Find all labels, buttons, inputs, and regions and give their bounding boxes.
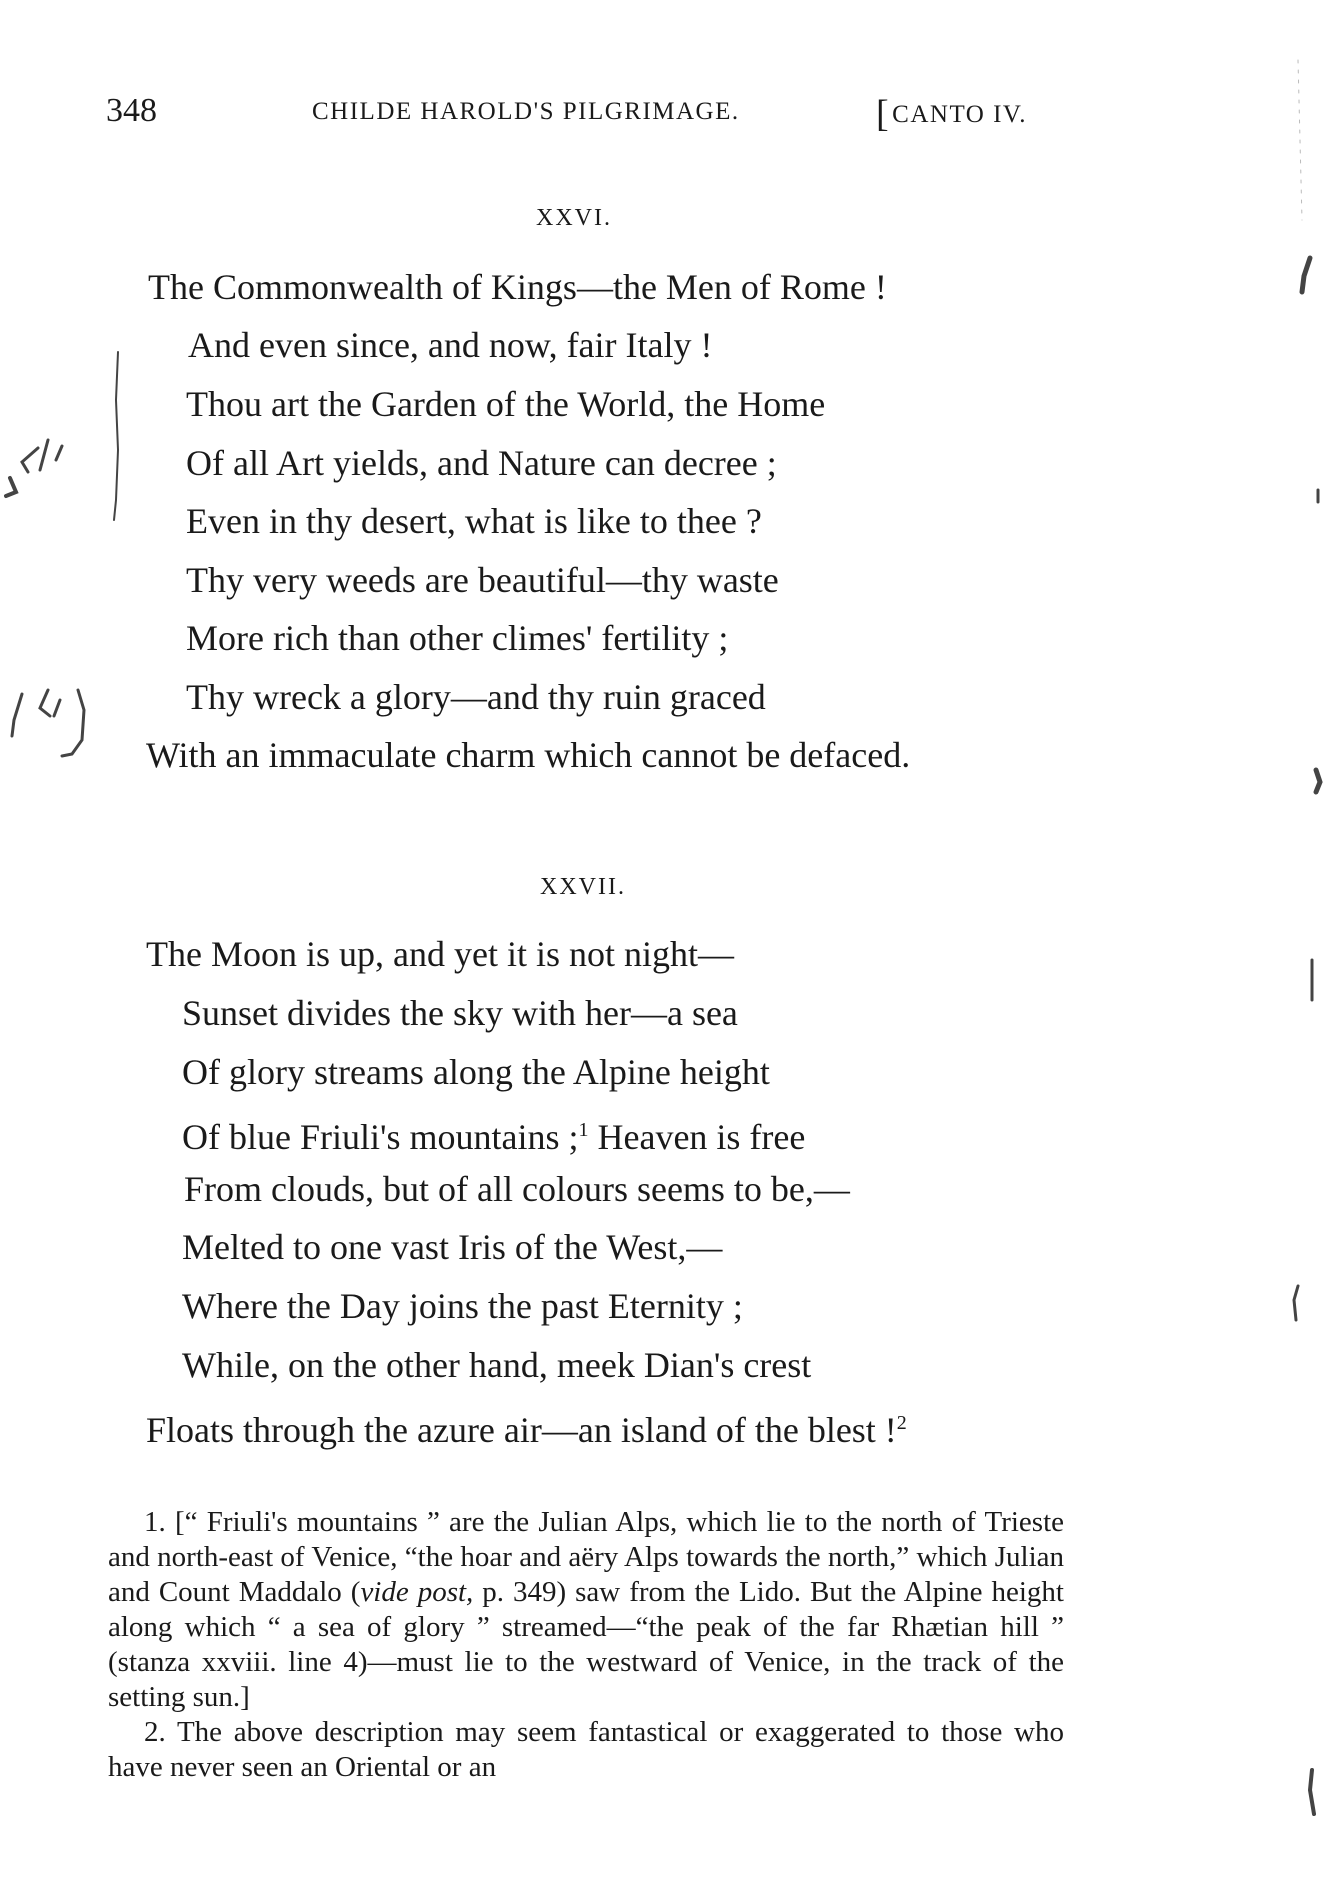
verse-text: Of blue Friuli's mountains ;: [182, 1117, 579, 1157]
pencil-scribble-mark: [12, 694, 22, 736]
pencil-scribble-mark: [62, 690, 84, 756]
margin-bracket-mark: [114, 352, 118, 520]
footnotes: [108, 1505, 1064, 1785]
verse-line: Where the Day joins the past Eternity ;: [182, 1286, 743, 1326]
footnote-mark: 2: [896, 1412, 907, 1434]
pencil-scribble-mark: [6, 478, 16, 496]
verse-line: While, on the other hand, meek Dian's crest: [182, 1345, 812, 1385]
verse-line: The Moon is up, and yet it is not night—: [146, 934, 734, 974]
canto-text: CANTO IV.: [892, 101, 1027, 128]
verse-line: The Commonwealth of Kings—the Men of Rome !: [148, 267, 887, 307]
verse-line: Thou art the Garden of the World, the Home: [186, 384, 826, 424]
verse-line: Sunset divides the sky with her—a sea: [182, 993, 738, 1033]
pencil-scribble-mark: [40, 690, 60, 716]
scan-edge-mark: [1294, 1286, 1298, 1320]
footnote-2: 2. The above description may seem fantastical or exaggerated to those who have never seen an Oriental or an: [108, 1716, 1064, 1783]
verse-line: And even since, and now, fair Italy !: [188, 325, 713, 365]
verse-text: Heaven is free: [588, 1117, 806, 1157]
verse-line: [146, 1394, 907, 1452]
scan-edge-mark: [1298, 60, 1302, 220]
verse-line: Of glory streams along the Alpine height: [182, 1052, 770, 1092]
stanza-number: XXVII.: [540, 874, 626, 900]
footnote-italic: vide post,: [360, 1576, 474, 1608]
canto-bracket: [: [876, 93, 891, 135]
scan-edge-mark: [1302, 258, 1310, 292]
verse-line: Of all Art yields, and Nature can decree ;: [186, 443, 777, 483]
verse-line: More rich than other climes' fertility ;: [186, 618, 729, 658]
verse-line: [182, 1101, 805, 1159]
footnote-mark: 1: [578, 1119, 589, 1141]
verse-line: With an immaculate charm which cannot be defaced.: [146, 735, 911, 775]
verse-line: Thy very weeds are beautiful—thy waste: [186, 560, 779, 600]
verse-line: Even in thy desert, what is like to thee ?: [186, 501, 762, 541]
stanza-number: XXVI.: [536, 205, 612, 231]
pencil-scribble-mark: [22, 440, 62, 472]
verse-line: Melted to one vast Iris of the West,—: [182, 1227, 723, 1267]
page-number: 348: [106, 92, 157, 129]
footnote-1: [108, 1505, 1064, 1715]
verse-line: From clouds, but of all colours seems to be,—: [184, 1169, 850, 1209]
scan-edge-mark: [1310, 1770, 1314, 1814]
footnote-text: 1. [“ Friuli's mountains ” are the Julian Alps, which lie to the north of Trieste and north-east of Venice, “the hoar and aëry Alps towards the north,” which Julian and Count Maddalo (: [108, 1506, 1064, 1608]
footnote-text: p. 349) saw from the Lido. But the Alpine height along which “ a sea of glory ” streamed—“the peak of the far Rhætian hill ” (stanza xxviii. line 4)—must lie to the westward of Venice, in the track of the setting sun.]: [108, 1576, 1064, 1713]
scan-edge-mark: [1316, 770, 1320, 792]
verse-text: Floats through the azure air—an island of the blest !: [146, 1410, 897, 1450]
running-title: CHILDE HAROLD'S PILGRIMAGE.: [312, 98, 740, 125]
canto-label: [876, 88, 1027, 135]
page-header: [106, 92, 1056, 142]
verse-line: Thy wreck a glory—and thy ruin graced: [186, 677, 766, 717]
